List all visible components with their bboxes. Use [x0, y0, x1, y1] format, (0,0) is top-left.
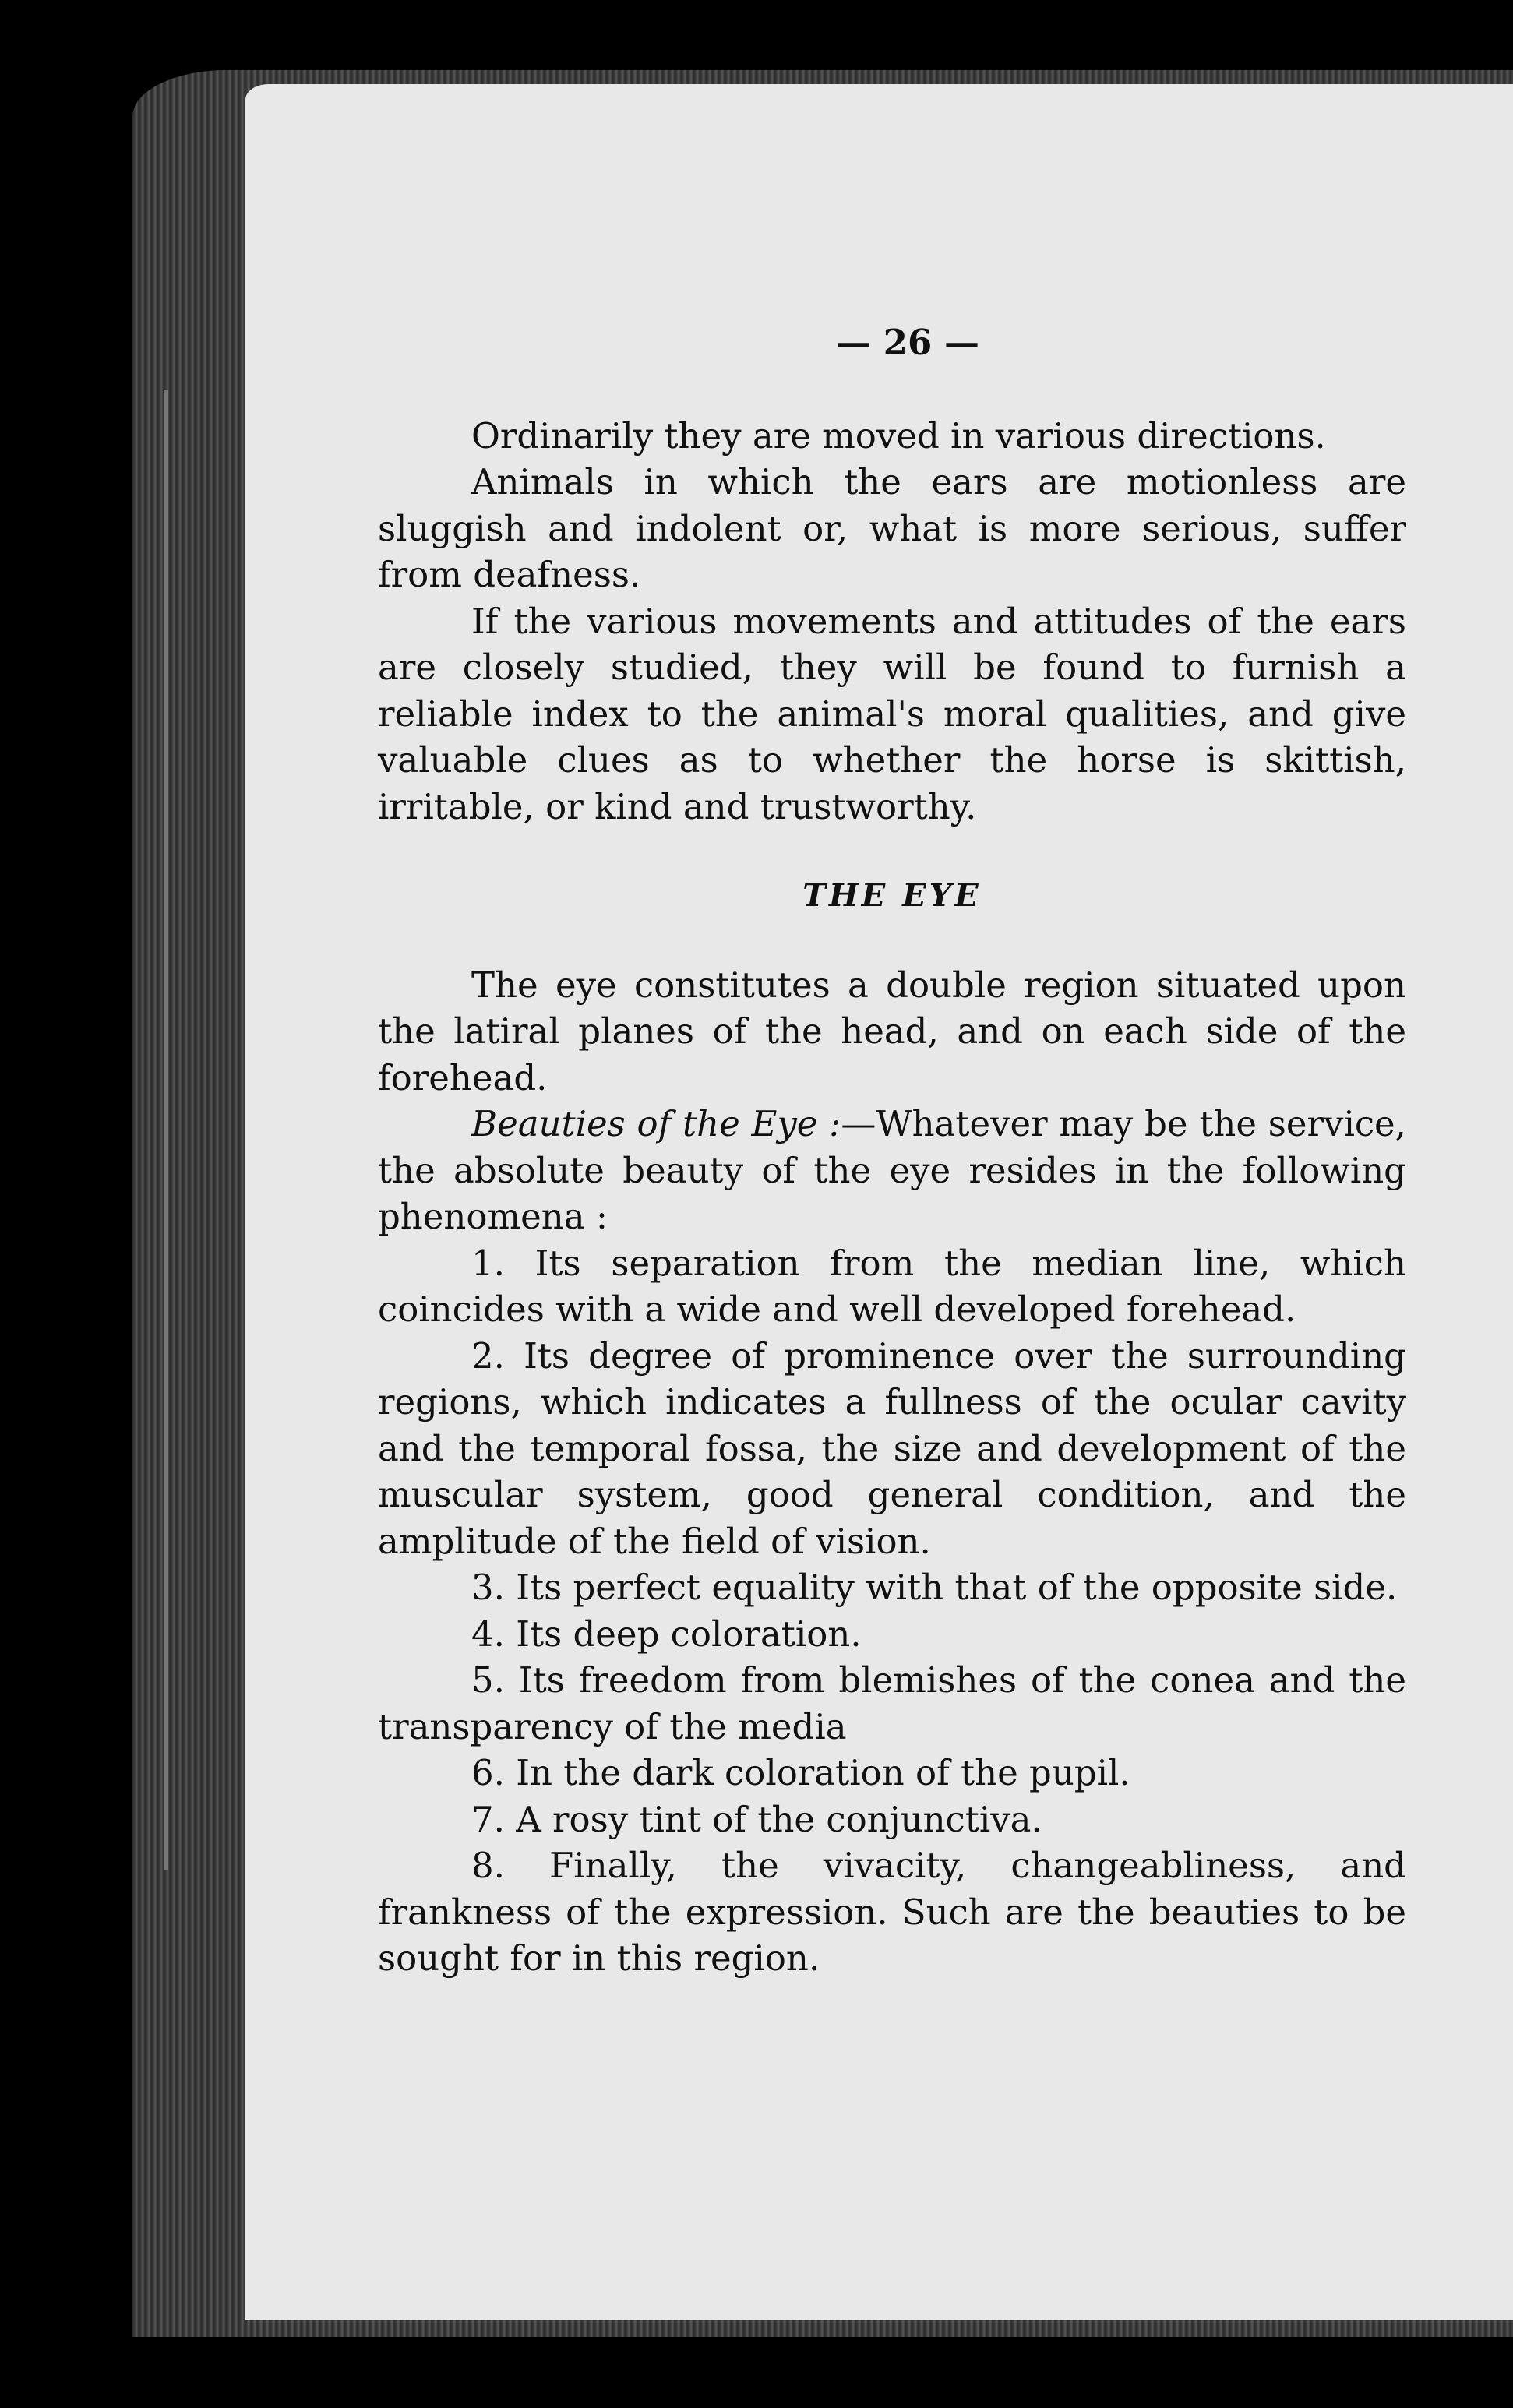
- page-text: [378, 319, 1406, 1982]
- beauties-text: —Whatever may be the service, the absolute beauty of the eye resides in the following phenomena :: [378, 1103, 1406, 1237]
- eye-intro-paragraph: The eye constitutes a double region situated upon the latiral planes of the head, and on each side of the forehead.: [378, 964, 1406, 1098]
- paragraph-2: Animals in which the ears are motionless are sluggish and indolent or, what is more serious, suffer from deafness.: [378, 461, 1406, 595]
- beauties-paragraph: [378, 1101, 1406, 1240]
- list-item-6: 6. In the dark coloration of the pupil.: [471, 1752, 1130, 1793]
- paragraph-3: If the various movements and attitudes of the ears are closely studied, they will be found to furnish a reliable index to the animal's moral qualities, and give valuable clues as to whether the horse is skittish, irritable, or kind and trustworthy.: [378, 600, 1406, 827]
- binding-shadow: [164, 390, 168, 1870]
- list-item-8: 8. Finally, the vivacity, changeabliness, and frankness of the expression. Such are the beauties to be sought for in this region.: [378, 1845, 1406, 1979]
- page-number: — 26 —: [836, 322, 979, 363]
- list-item-1: 1. Its separation from the median line, which coincides with a wide and well developed forehead.: [378, 1242, 1406, 1330]
- list-item-4: 4. Its deep coloration.: [471, 1613, 862, 1655]
- list-item-3: 3. Its perfect equality with that of the opposite side.: [471, 1567, 1398, 1608]
- beauties-lead: Beauties of the Eye :: [471, 1103, 841, 1144]
- list-item-5: 5. Its freedom from blemishes of the conea and the transparency of the media: [378, 1659, 1406, 1747]
- section-heading: THE EYE: [802, 877, 982, 914]
- list-item-2: 2. Its degree of prominence over the surrounding regions, which indicates a fullness of the ocular cavity and the temporal fossa, the size and development of the muscular system, good general condition, and the amplitude of the field of vision.: [378, 1334, 1406, 1562]
- list-item-7: 7. A rosy tint of the conjunctiva.: [471, 1798, 1042, 1840]
- paragraph-1: Ordinarily they are moved in various directions.: [471, 414, 1326, 457]
